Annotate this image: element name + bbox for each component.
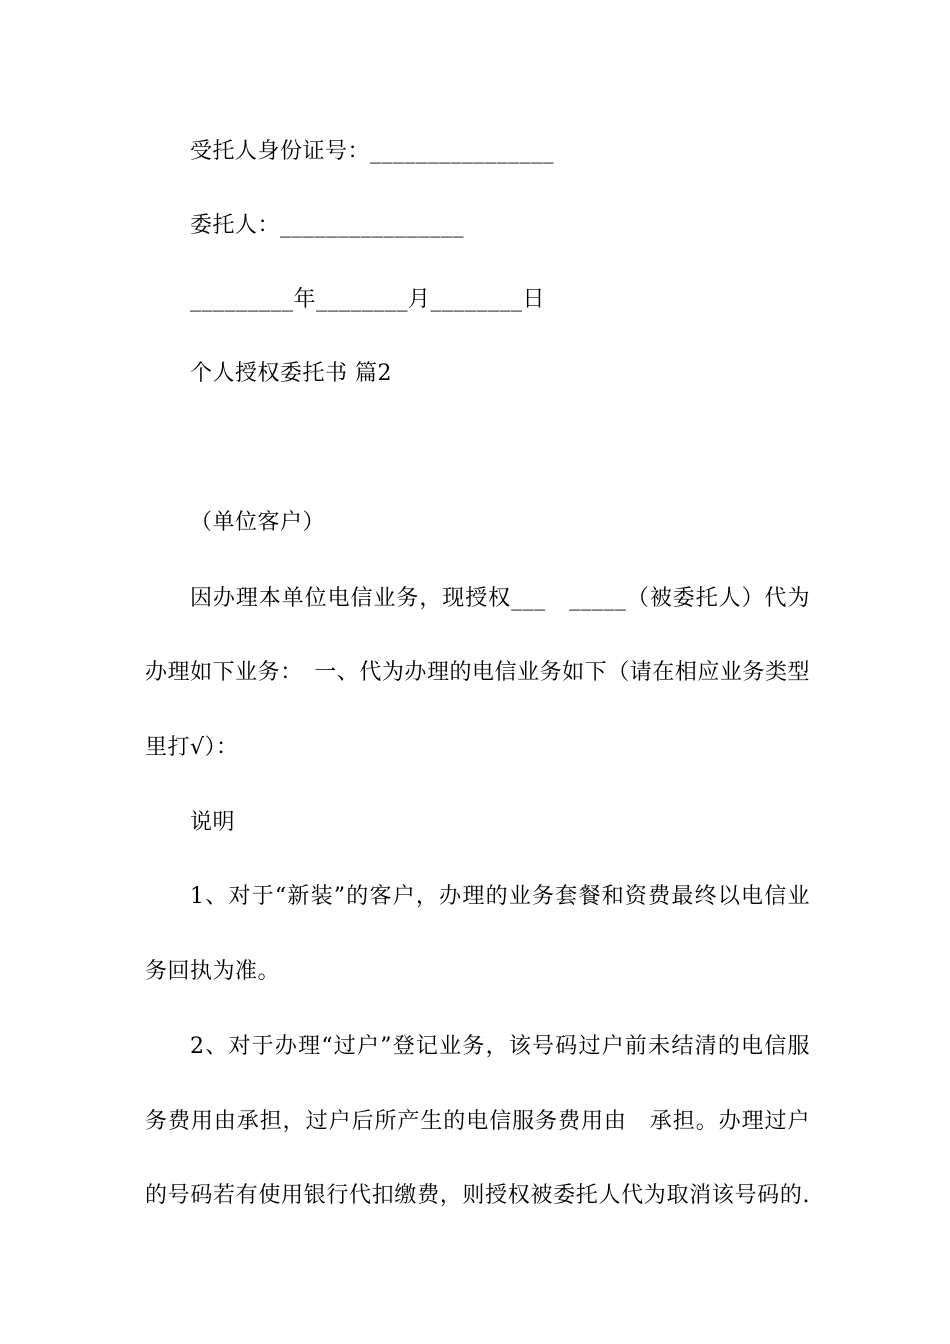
date-line: _________年________月________日: [190, 287, 546, 312]
paragraph-line: 务费用由承担，过户后所产生的电信服务费用由 承担。办理过户: [145, 1109, 810, 1134]
paragraph-line: 务回执为准。: [145, 959, 281, 984]
paragraph-line: 因办理本单位电信业务，现授权___ _____（被委托人）代为: [190, 586, 810, 611]
trustee-id-line: 受托人身份证号：________________: [190, 139, 555, 164]
note-heading: 说明: [190, 810, 236, 835]
paragraph-line: 办理如下业务： 一、代为办理的电信业务如下（请在相应业务类型: [145, 660, 810, 685]
principal-line: 委托人：________________: [190, 213, 465, 238]
paragraph-line: 里打√）：: [145, 735, 239, 760]
paragraph-line: 1、对于“新装”的客户，办理的业务套餐和资费最终以电信业: [190, 884, 810, 909]
client-type-line: （单位客户）: [190, 510, 326, 535]
paragraph-line: 的号码若有使用银行代扣缴费，则授权被委托人代为取消该号码的.: [145, 1183, 810, 1208]
paragraph-line: 2、对于办理“过户”登记业务，该号码过户前未结清的电信服: [190, 1034, 810, 1059]
section-heading: 个人授权委托书 篇2: [190, 361, 392, 386]
